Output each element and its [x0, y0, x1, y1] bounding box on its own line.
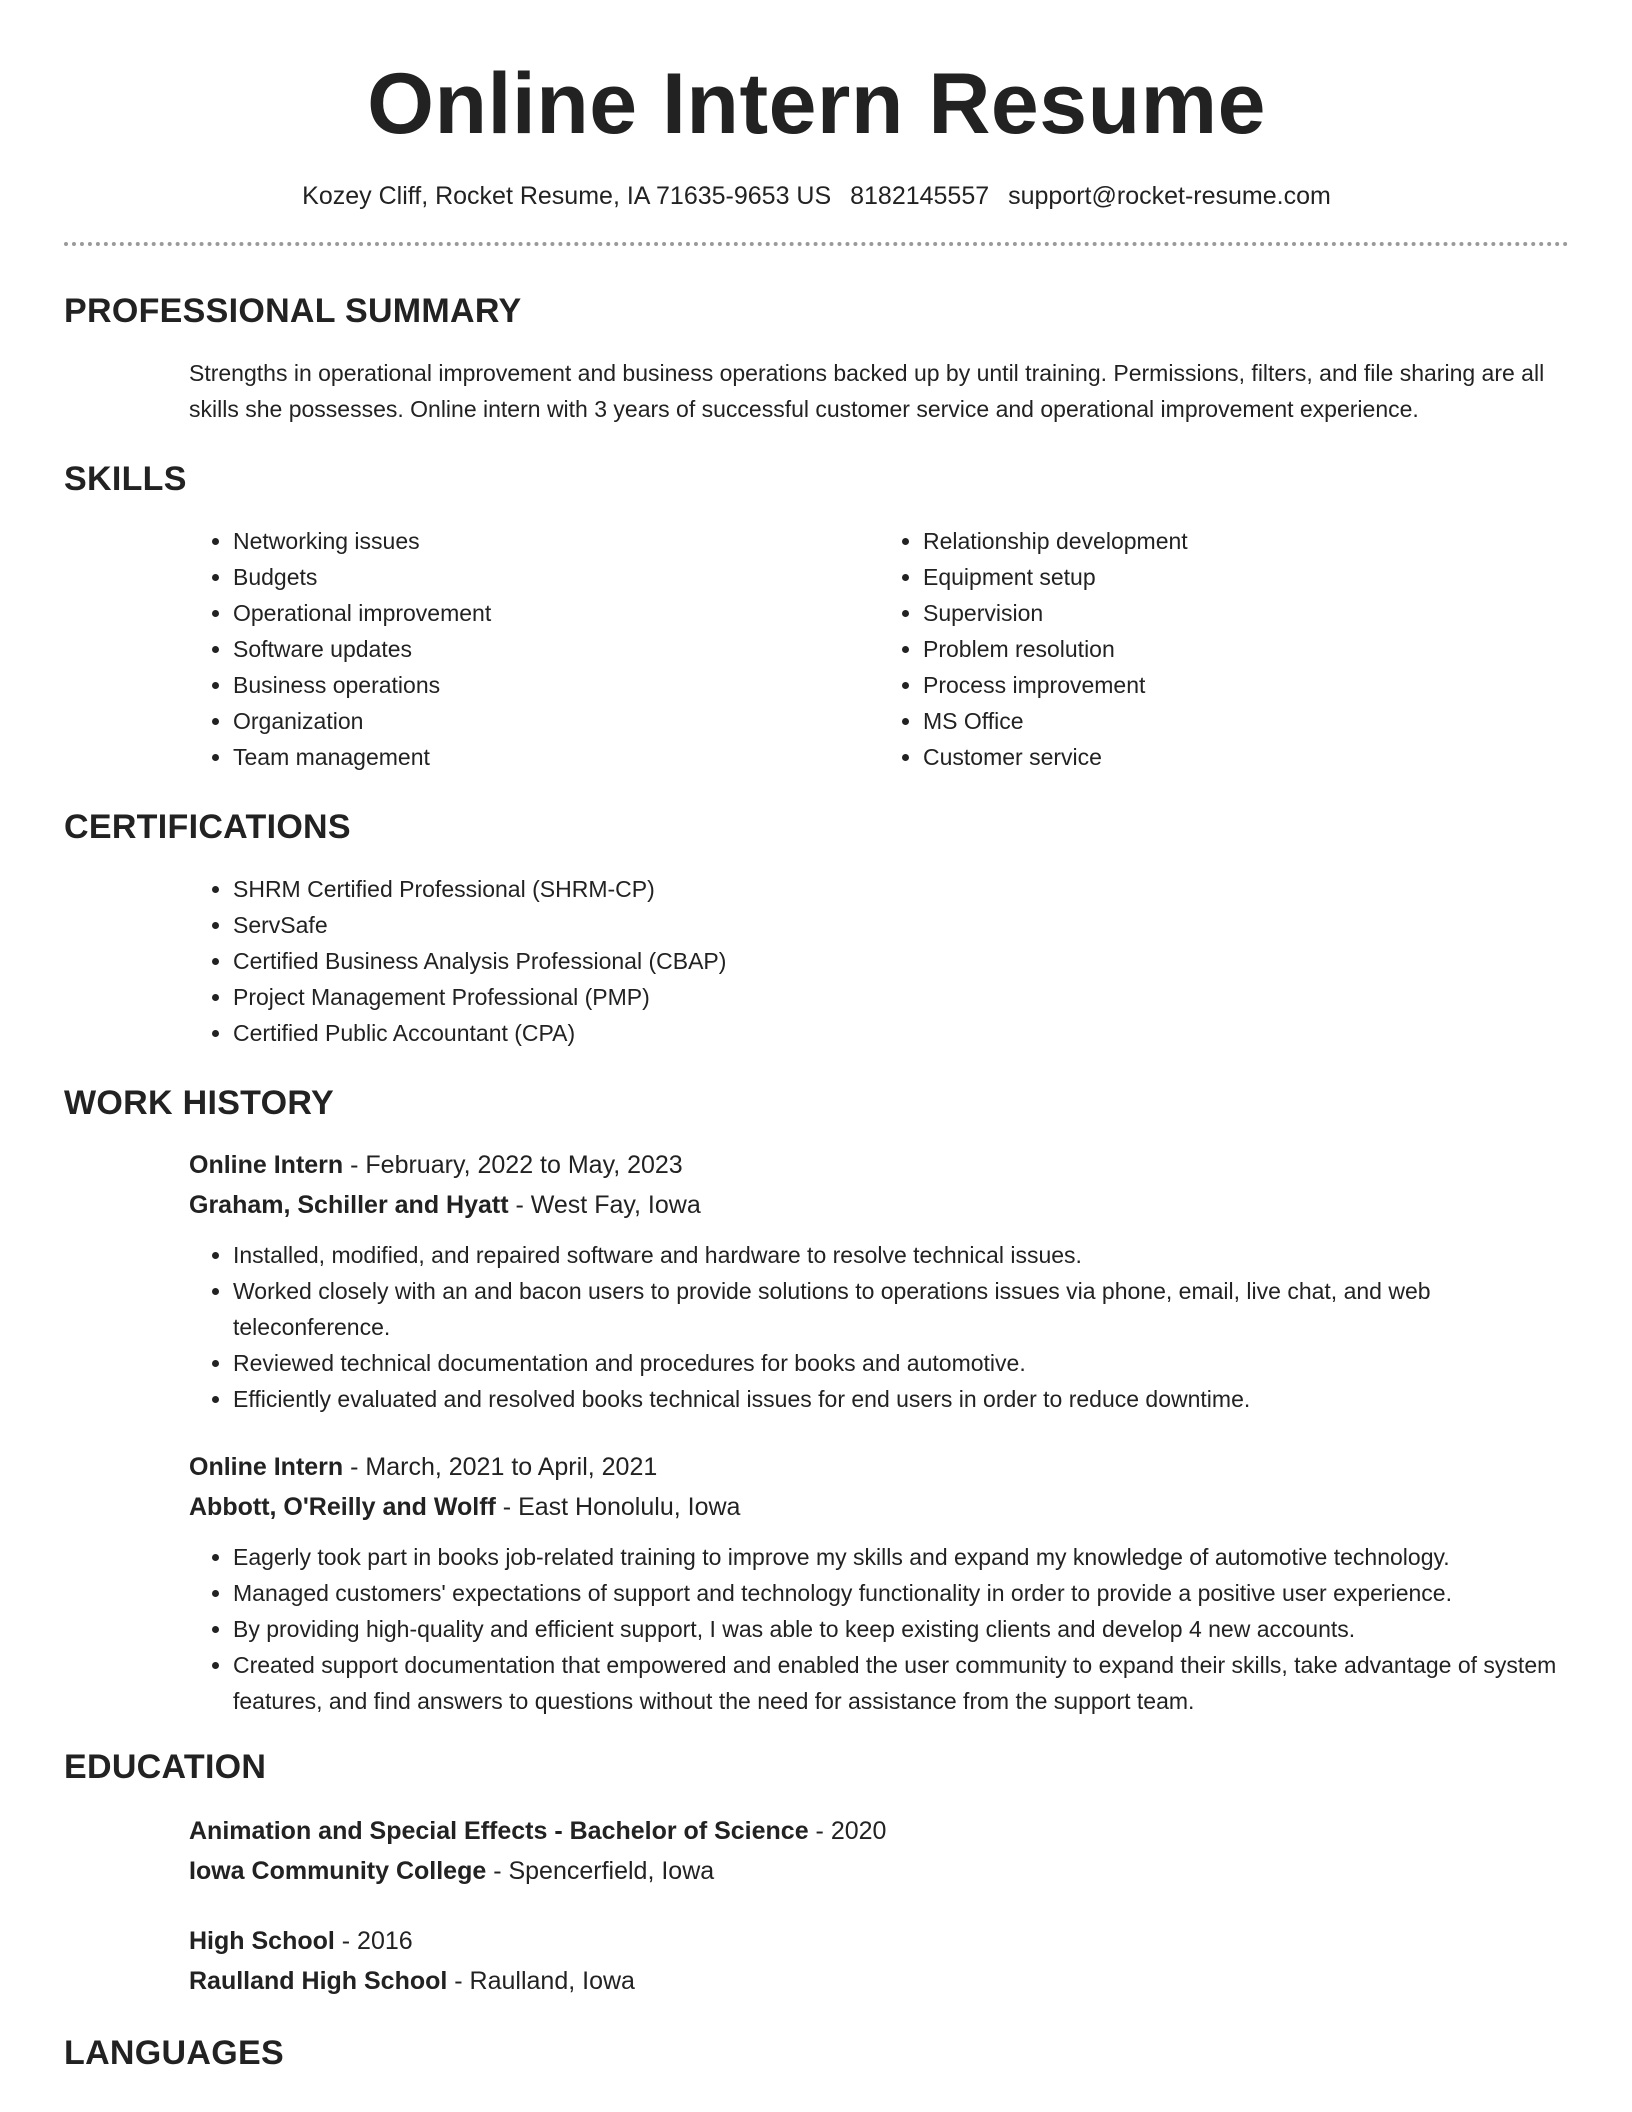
- list-item: • Reviewed technical documentation and procedures for books and automotive.: [233, 1345, 1569, 1381]
- job-company: Abbott, O'Reilly and Wolff: [189, 1493, 496, 1521]
- education-year: - 2016: [334, 1927, 413, 1955]
- list-item: • Worked closely with an and bacon users to provide solutions to operations issues via phone, email, live chat, and web teleconference.: [233, 1273, 1569, 1345]
- education-year: - 2020: [808, 1817, 887, 1845]
- contact-email[interactable]: support@rocket-resume.com: [1008, 182, 1331, 210]
- list-item: • By providing high-quality and efficient support, I was able to keep existing clients and develop 4 new accounts.: [233, 1611, 1569, 1647]
- list-item: • Networking issues: [233, 523, 879, 559]
- education-location: - Spencerfield, Iowa: [486, 1857, 715, 1885]
- contact-address: Kozey Cliff, Rocket Resume, IA 71635-9653 US: [302, 182, 832, 210]
- list-item: • Efficiently evaluated and resolved books technical issues for end users in order to reduce downtime.: [233, 1381, 1569, 1417]
- education-heading: EDUCATION: [64, 1748, 267, 1786]
- list-item: • Budgets: [233, 559, 879, 595]
- contact-line: [64, 180, 1569, 212]
- job-duties: [189, 1237, 1569, 1417]
- skills-column-left: [189, 523, 879, 775]
- job-title: Online Intern: [189, 1453, 344, 1481]
- job-title-line: [189, 1145, 1569, 1185]
- list-item: • Process improvement: [923, 667, 1569, 703]
- list-item: • MS Office: [923, 703, 1569, 739]
- list-item: • Problem resolution: [923, 631, 1569, 667]
- resume-title: Online Intern Resume: [367, 56, 1266, 152]
- list-item: • Software updates: [233, 631, 879, 667]
- education-school: Raulland High School: [189, 1967, 448, 1995]
- job-entry: [189, 1447, 1569, 1719]
- list-item: • Customer service: [923, 739, 1569, 775]
- list-item: • Certified Public Accountant (CPA): [233, 1015, 1569, 1051]
- job-location: - West Fay, Iowa: [508, 1191, 701, 1219]
- list-item: • SHRM Certified Professional (SHRM-CP): [233, 871, 1569, 907]
- job-title-line: [189, 1447, 1569, 1487]
- work-history-heading: WORK HISTORY: [64, 1084, 334, 1122]
- education-entry: [189, 1921, 1569, 2001]
- list-item: • Supervision: [923, 595, 1569, 631]
- list-item: • Managed customers' expectations of support and technology functionality in order to provide a positive user experience.: [233, 1575, 1569, 1611]
- list-item: • Certified Business Analysis Professional (CBAP): [233, 943, 1569, 979]
- job-company-line: [189, 1185, 1569, 1225]
- list-item: • Relationship development: [923, 523, 1569, 559]
- skills-heading: SKILLS: [64, 460, 187, 498]
- summary-heading: PROFESSIONAL SUMMARY: [64, 292, 522, 330]
- job-title: Online Intern: [189, 1151, 344, 1179]
- list-item: • Team management: [233, 739, 879, 775]
- job-dates: - March, 2021 to April, 2021: [343, 1453, 658, 1481]
- job-location: - East Honolulu, Iowa: [495, 1493, 741, 1521]
- job-company-line: [189, 1487, 1569, 1527]
- education-location: - Raulland, Iowa: [447, 1967, 635, 1995]
- education-degree-line: [189, 1811, 1569, 1851]
- education-entry: [189, 1811, 1569, 1891]
- job-duties: [189, 1539, 1569, 1719]
- education-degree-line: [189, 1921, 1569, 1961]
- education-degree: High School: [189, 1927, 335, 1955]
- certifications-list: [189, 871, 1569, 1051]
- list-item: • Equipment setup: [923, 559, 1569, 595]
- header-divider: [64, 242, 1569, 246]
- education-school-line: [189, 1961, 1569, 2001]
- languages-heading: LANGUAGES: [64, 2034, 284, 2072]
- list-item: • Project Management Professional (PMP): [233, 979, 1569, 1015]
- list-item: • Eagerly took part in books job-related training to improve my skills and expand my knowledge of automotive technology.: [233, 1539, 1569, 1575]
- education-degree: Animation and Special Effects - Bachelor of Science: [189, 1817, 809, 1845]
- job-dates: - February, 2022 to May, 2023: [343, 1151, 683, 1179]
- job-entry: [189, 1145, 1569, 1417]
- education-school: Iowa Community College: [189, 1857, 487, 1885]
- list-item: • Business operations: [233, 667, 879, 703]
- list-item: • Installed, modified, and repaired software and hardware to resolve technical issues.: [233, 1237, 1569, 1273]
- list-item: • ServSafe: [233, 907, 1569, 943]
- education-school-line: [189, 1851, 1569, 1891]
- list-item: • Operational improvement: [233, 595, 879, 631]
- certifications-heading: CERTIFICATIONS: [64, 808, 351, 846]
- resume-page: [64, 0, 1569, 2073]
- skills-list: [189, 523, 1569, 775]
- list-item: • Organization: [233, 703, 879, 739]
- job-company: Graham, Schiller and Hyatt: [189, 1191, 509, 1219]
- list-item: • Created support documentation that empowered and enabled the user community to expand their skills, take advantage of system features, and find answers to questions without the need for assistance from the support team.: [233, 1647, 1569, 1719]
- skills-column-right: [879, 523, 1569, 775]
- contact-phone[interactable]: 8182145557: [850, 182, 990, 210]
- summary-text: Strengths in operational improvement and business operations backed up by until training. Permissions, filters, and file sharing are all skills she possesses. Online intern with 3 years of successful customer service and operational improvement experience.: [189, 360, 1545, 422]
